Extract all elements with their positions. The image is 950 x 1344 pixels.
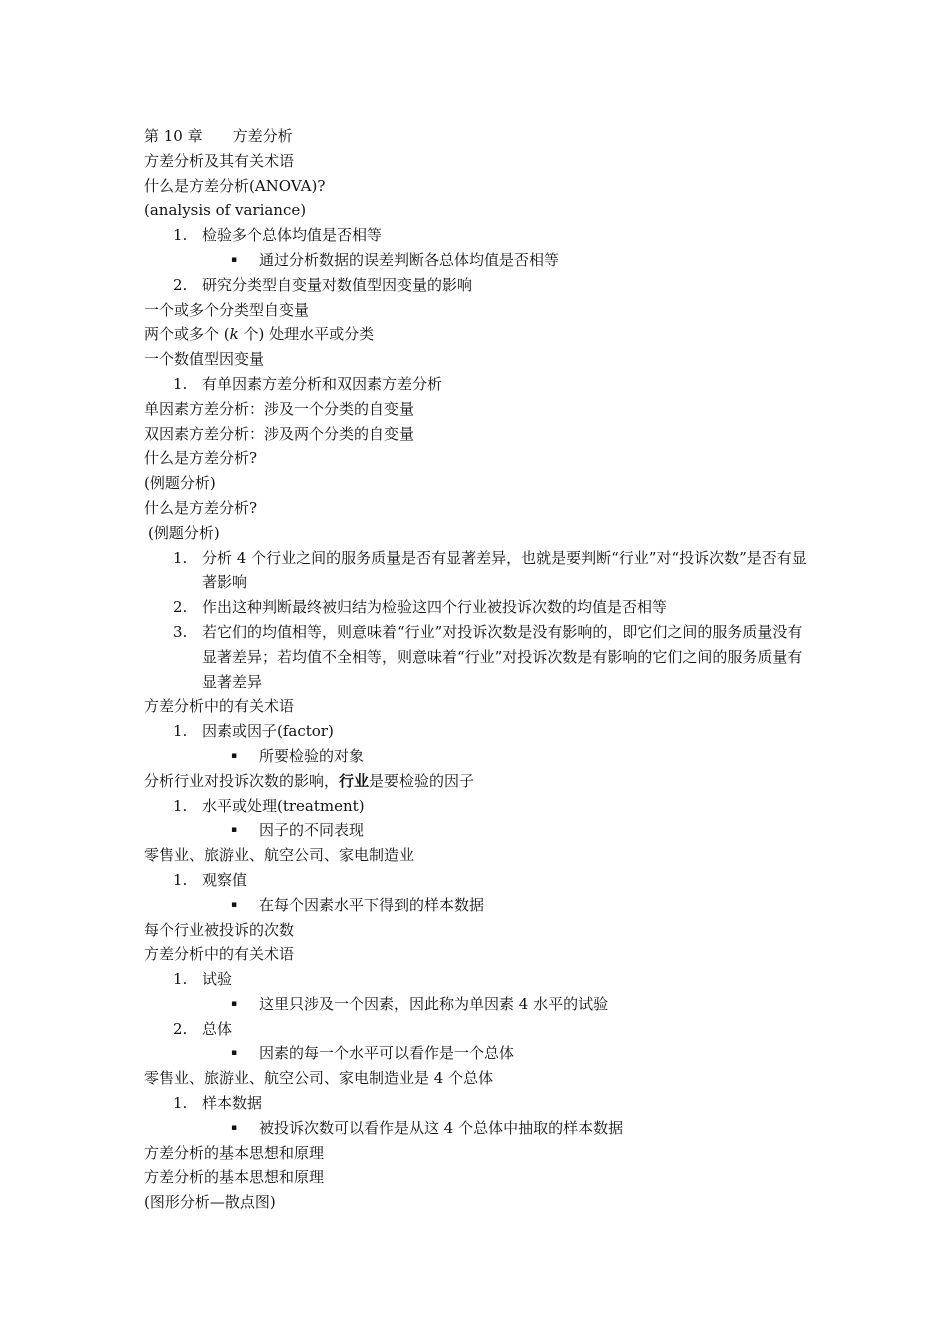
paragraph: 什么是方差分析? — [144, 449, 258, 468]
square-bullet-icon: ▪ — [231, 254, 238, 265]
bullet-item — [144, 818, 810, 843]
list-number: 1. — [173, 1094, 188, 1113]
list-item-text: 研究分类型自变量对数值型因变量的影响 — [202, 275, 473, 294]
list-item-text: 检验多个总体均值是否相等 — [202, 226, 383, 245]
numbered-item — [144, 546, 810, 596]
section-title: 方差分析中的有关术语 — [144, 697, 295, 716]
numbered-item — [144, 794, 810, 819]
bullet-item — [144, 744, 810, 769]
list-number: 1. — [173, 722, 188, 741]
paragraph: 零售业、旅游业、航空公司、家电制造业 — [144, 846, 415, 865]
numbered-item — [144, 1017, 810, 1042]
square-bullet-icon: ▪ — [231, 899, 238, 910]
list-number: 1. — [173, 970, 188, 989]
list-item-text: 在每个因素水平下得到的样本数据 — [259, 895, 485, 914]
paragraph: 单因素方差分析：涉及一个分类的自变量 — [144, 399, 415, 418]
numbered-item — [144, 223, 810, 248]
square-bullet-icon: ▪ — [231, 750, 238, 761]
list-item-text: 水平或处理(treatment) — [202, 796, 365, 815]
list-item-text: 总体 — [202, 1019, 233, 1038]
paragraph: (图形分析—散点图) — [144, 1193, 276, 1212]
paragraph: (例题分析) — [144, 474, 216, 493]
list-item-text: 被投诉次数可以看作是从这 4 个总体中抽取的样本数据 — [259, 1118, 624, 1137]
bullet-item — [144, 992, 810, 1017]
bullet-item — [144, 248, 810, 273]
list-item-text: 有单因素方差分析和双因素方差分析 — [202, 374, 443, 393]
square-bullet-icon: ▪ — [231, 1048, 238, 1059]
text-run: 两个或多个 ( — [144, 325, 230, 344]
paragraph: 双因素方差分析：涉及两个分类的自变量 — [144, 424, 415, 443]
list-item-text: 这里只涉及一个因素，因此称为单因素 4 水平的试验 — [259, 994, 609, 1013]
square-bullet-icon: ▪ — [231, 1122, 238, 1133]
list-item-text: 因素的每一个水平可以看作是一个总体 — [259, 1044, 515, 1063]
numbered-item — [144, 372, 810, 397]
list-item-text: 通过分析数据的误差判断各总体均值是否相等 — [259, 250, 560, 269]
list-item-text: 分析 4 个行业之间的服务质量是否有显著差异，也就是要判断“行业”对“投诉次数”是否有显著影响 — [202, 548, 807, 592]
numbered-item — [144, 967, 810, 992]
numbered-item — [144, 595, 810, 620]
list-item-text: 样本数据 — [202, 1094, 263, 1113]
paragraph — [144, 322, 810, 347]
paragraph: 一个或多个分类型自变量 — [144, 300, 310, 319]
bullet-item — [144, 1041, 810, 1066]
list-number: 2. — [173, 1019, 188, 1038]
list-item-text: 试验 — [202, 970, 233, 989]
paragraph: (例题分析) — [148, 523, 220, 542]
paragraph — [144, 769, 810, 794]
paragraph: 一个数值型因变量 — [144, 350, 265, 369]
section-title: 方差分析及其有关术语 — [144, 151, 295, 170]
list-number: 1. — [173, 548, 188, 567]
section-title: 方差分析的基本思想和原理 — [144, 1168, 325, 1187]
list-number: 1. — [173, 226, 188, 245]
numbered-item — [144, 868, 810, 893]
section-title: 方差分析中的有关术语 — [144, 945, 295, 964]
list-item-text: 若它们的均值相等，则意味着“行业”对投诉次数是没有影响的，即它们之间的服务质量没有显著差异；若均值不全相等，则意味着“行业”对投诉次数是有影响的它们之间的服务质量有显著差异 — [202, 622, 803, 691]
bold-text: 行业 — [339, 771, 370, 790]
section-title: 方差分析的基本思想和原理 — [144, 1143, 325, 1162]
italic-text: k — [229, 325, 239, 344]
list-number: 1. — [173, 374, 188, 393]
numbered-item — [144, 719, 810, 744]
square-bullet-icon: ▪ — [231, 998, 238, 1009]
paragraph: 每个行业被投诉的次数 — [144, 920, 295, 939]
list-number: 1. — [173, 796, 188, 815]
list-number: 2. — [173, 598, 188, 617]
numbered-item — [144, 1091, 810, 1116]
bullet-item — [144, 1116, 810, 1141]
list-number: 1. — [173, 870, 188, 889]
text-run: 个) 处理水平或分类 — [238, 325, 375, 344]
list-item-text: 因子的不同表现 — [259, 821, 365, 840]
list-item-text: 所要检验的对象 — [259, 746, 365, 765]
bullet-item — [144, 893, 810, 918]
list-item-text: 观察值 — [202, 870, 248, 889]
text-run: 是要检验的因子 — [369, 771, 475, 790]
list-number: 2. — [173, 275, 188, 294]
chapter-heading: 第 10 章 方差分析 — [144, 127, 293, 145]
paragraph: 零售业、旅游业、航空公司、家电制造业是 4 个总体 — [144, 1069, 494, 1088]
numbered-item — [144, 620, 810, 694]
paragraph: (analysis of variance) — [144, 201, 307, 220]
text-run: 分析行业对投诉次数的影响， — [144, 771, 340, 790]
paragraph: 什么是方差分析(ANOVA)? — [144, 176, 326, 195]
paragraph: 什么是方差分析? — [144, 498, 258, 517]
document-body — [144, 124, 810, 1215]
list-number: 3. — [173, 622, 188, 641]
numbered-item — [144, 273, 810, 298]
list-item-text: 因素或因子(factor) — [202, 722, 334, 741]
list-item-text: 作出这种判断最终被归结为检验这四个行业被投诉次数的均值是否相等 — [202, 598, 668, 617]
square-bullet-icon: ▪ — [231, 825, 238, 836]
